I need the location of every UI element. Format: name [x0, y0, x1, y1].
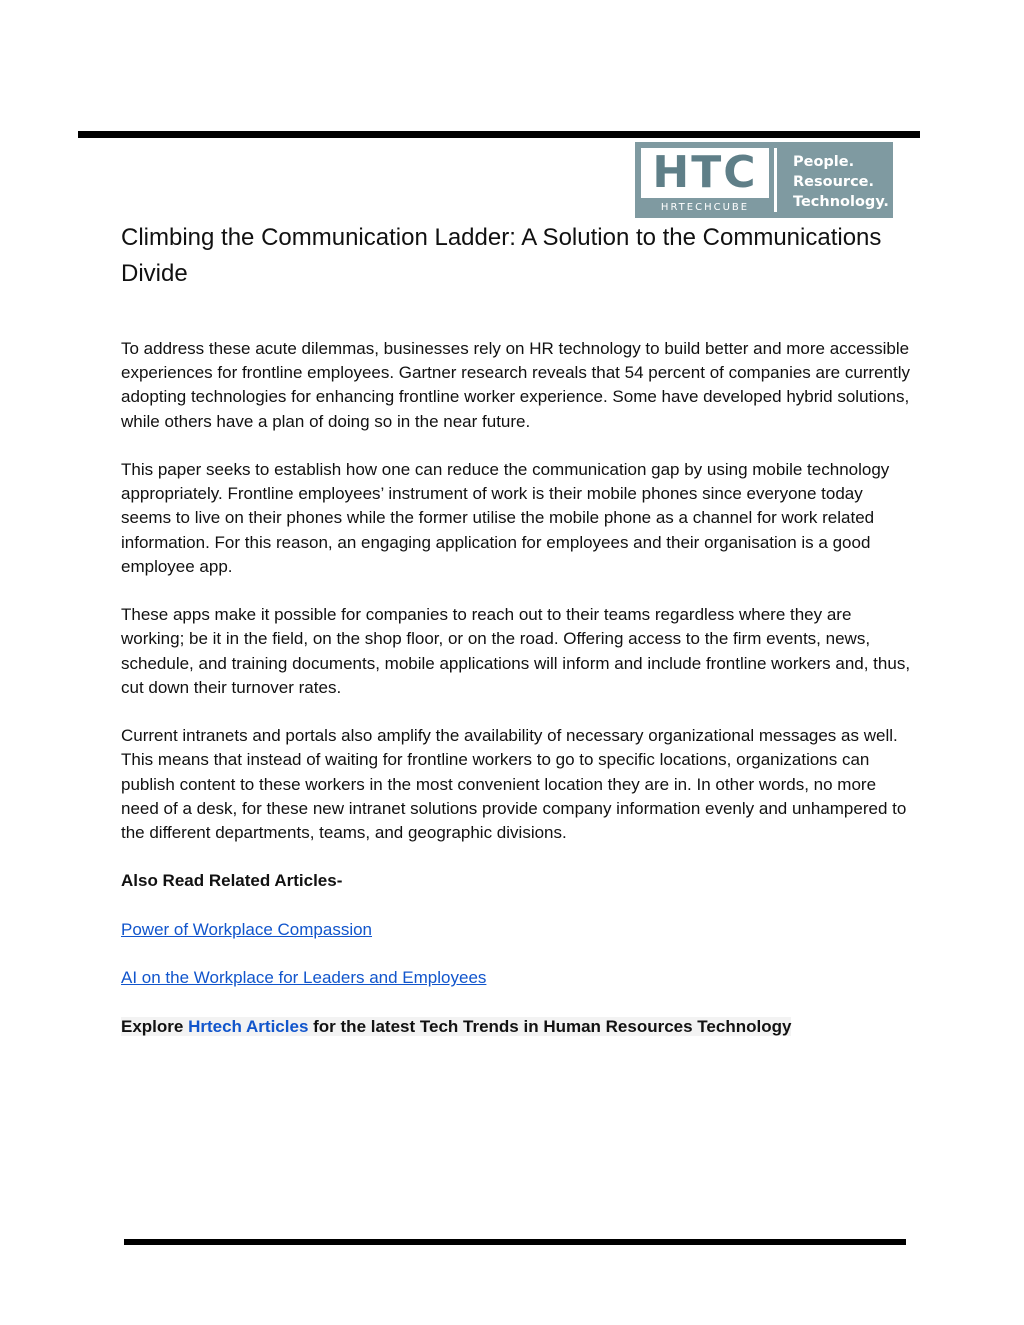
top-rule [78, 131, 920, 138]
explore-prefix: Explore [121, 1016, 184, 1036]
logo-divider [774, 148, 777, 212]
logo-tagline-line: People. [793, 154, 855, 170]
explore-suffix: for the latest Tech Trends in Human Resources Technology [313, 1016, 792, 1036]
logo-tagline-line: Technology. [793, 194, 889, 210]
related-link-ai-workplace[interactable]: AI on the Workplace for Leaders and Employees [121, 968, 487, 988]
paragraph: These apps make it possible for companies to reach out to their teams regardless where they are working; be it in the field, on the shop floor, or on the road. Offering access to the firm events, news, schedule, and training documents, mobile applications will inform and include frontline workers and, thus, cut down their turnover rates. [121, 605, 911, 697]
logo-tagline-line: Resource. [793, 174, 875, 190]
related-link-item [121, 966, 911, 990]
paragraph: This paper seeks to establish how one can reduce the communication gap by using mobile technology appropriately. Frontline employees’ instrument of work is their mobile phones since everyone today seems to live on their phones while the former utilise the mobile phone as a channel for work related information. For this reason, an engaging application for employees and their organisation is a good employee app. [121, 460, 890, 576]
logo-tagline [781, 142, 893, 218]
explore-line [121, 1015, 911, 1039]
paragraph: Current intranets and portals also amplify the availability of necessary organizational messages as well. This means that instead of waiting for frontline workers to go to specific locations, organizations can publish content to these workers in the most convenient location they are in. In other words, no more need of a desk, for these new intranet solutions provide company information evenly and unhampered to the different departments, teams, and geographic divisions. [121, 726, 907, 843]
paragraph: To address these acute dilemmas, businesses rely on HR technology to build better and more accessible experiences for frontline employees. Gartner research reveals that 54 percent of companies are currently adopting technologies for enhancing frontline worker experience. Some have developed hybrid solutions, while others have a plan of doing so in the near future. [121, 339, 911, 431]
logo-subtitle: HRTECHCUBE [660, 202, 750, 213]
explore-highlight [121, 1017, 791, 1036]
document-title: Climbing the Communication Ladder: A Solution to the Communications Divide [121, 224, 882, 287]
related-link-item [121, 918, 911, 942]
bottom-rule [124, 1239, 906, 1245]
logo-mark-area [635, 142, 781, 218]
related-link-compassion[interactable]: Power of Workplace Compassion [121, 919, 373, 939]
htc-logo [635, 142, 893, 218]
hrtech-articles-link[interactable]: Hrtech Articles [188, 1016, 309, 1036]
document-body [121, 220, 911, 1039]
related-heading: Also Read Related Articles- [121, 871, 343, 891]
logo-mark: HTC [641, 148, 769, 198]
